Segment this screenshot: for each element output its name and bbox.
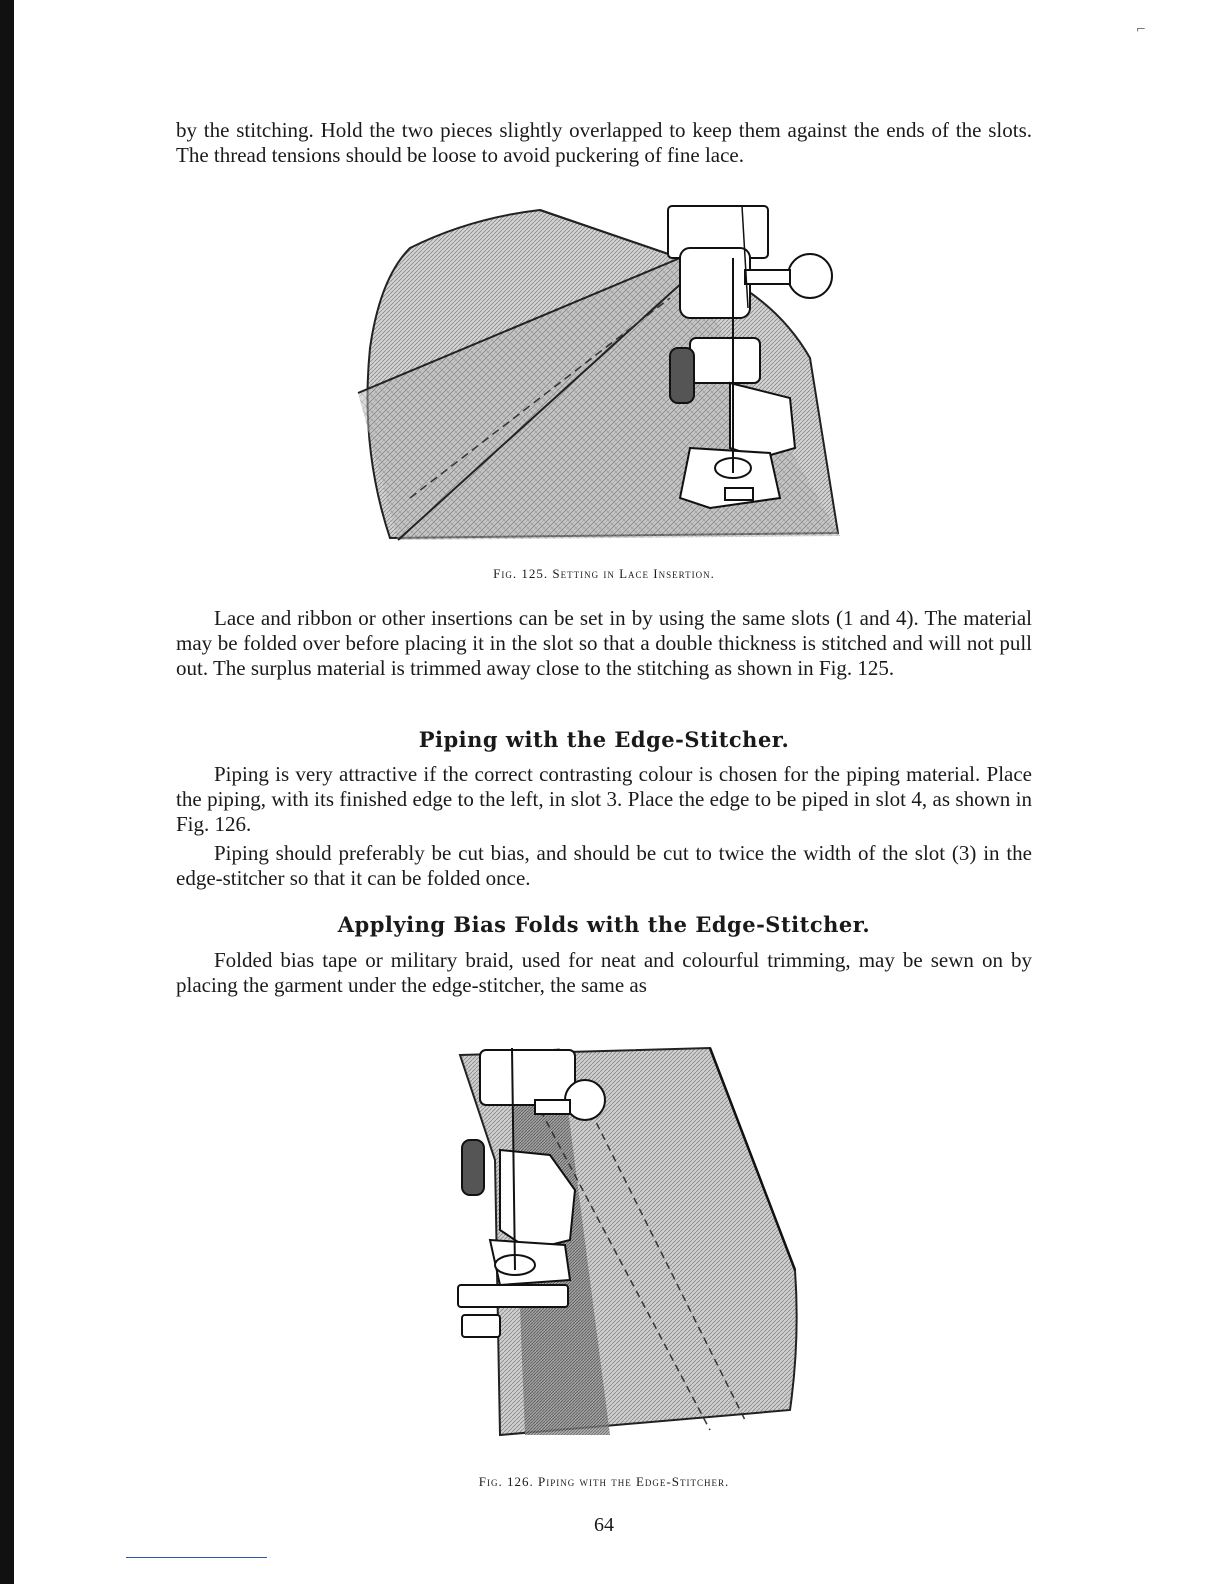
paragraph-piping-bias: Piping should preferably be cut bias, and should be cut to twice the width of the slot (3) in the edge-stitcher so that it can be folded once.	[176, 841, 1032, 890]
page-number: 64	[594, 1514, 614, 1536]
figure-126-caption: Fig. 126. Piping with the Edge-Stitcher.	[478, 1474, 730, 1489]
scan-binding-edge	[0, 0, 14, 1584]
figure-126-illustration	[440, 1040, 805, 1440]
paragraph-lace-ribbon: Lace and ribbon or other insertions can be set in by using the same slots (1 and 4). The material may be folded over before placing it in the slot so that a double thickness is stitched and will not pull out. The surplus material is trimmed away close to the stitching as shown in Fig. 125.	[176, 606, 1032, 680]
heading-piping: Piping with the Edge-Stitcher.	[418, 727, 790, 752]
paragraph-continuation: by the stitching. Hold the two pieces slightly overlapped to keep them against the ends of the slots. The thread tensions should be loose to avoid puckering of fine lace.	[176, 118, 1032, 167]
paragraph-piping-attractive: Piping is very attractive if the correct contrasting colour is chosen for the piping material. Place the piping, with its finished edge to the left, in slot 3. Place the edge to be piped in slot 4, as shown in Fig. 126.	[176, 762, 1032, 836]
heading-bias-folds: Applying Bias Folds with the Edge-Stitcher.	[337, 912, 871, 937]
figure-125-illustration	[350, 198, 850, 546]
figure-125-caption: Fig. 125. Setting in Lace Insertion.	[493, 566, 715, 581]
scan-corner-mark: ⌐	[1136, 22, 1147, 36]
footnote-rule	[126, 1557, 267, 1558]
paragraph-bias-tape: Folded bias tape or military braid, used for neat and colourful trimming, may be sewn on by placing the garment under the edge-stitcher, the same as	[176, 948, 1032, 997]
